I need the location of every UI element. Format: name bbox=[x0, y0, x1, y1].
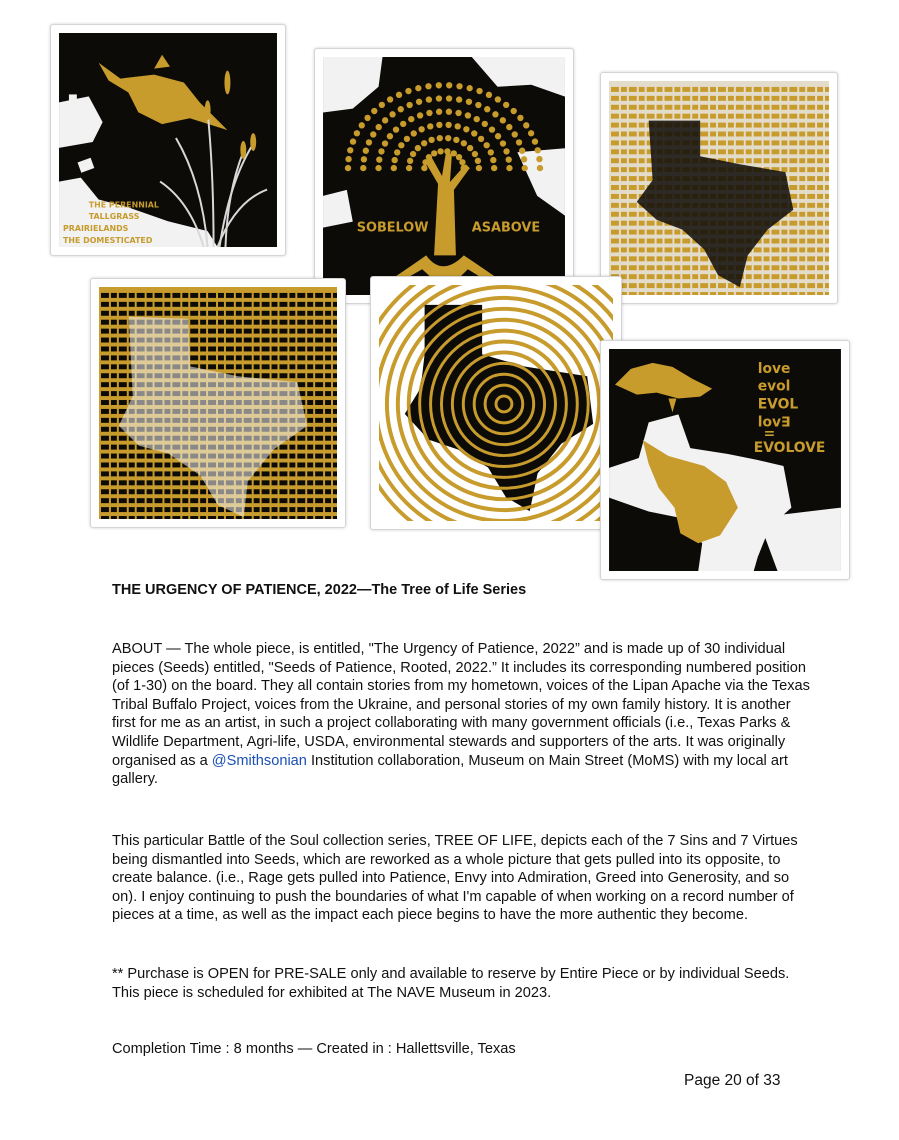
painted-text-line: evol bbox=[757, 378, 791, 395]
painted-text-line: ASABOVE bbox=[471, 220, 541, 236]
smithsonian-link[interactable]: @Smithsonian bbox=[211, 752, 307, 769]
artwork-texas-text-black[interactable] bbox=[90, 278, 346, 528]
purchase-paragraph: ** Purchase is OPEN for PRE-SALE only and available to reserve by Entire Piece or by individual Seeds. This piece is scheduled for exhibited at The NAVE Museum in 2023. bbox=[112, 966, 790, 1001]
tree-of-life-painting bbox=[323, 57, 565, 295]
artwork-bird-grass[interactable] bbox=[50, 24, 286, 256]
painted-text-line: SOBELOW bbox=[356, 220, 429, 236]
artwork-texas-concentric[interactable] bbox=[370, 276, 622, 530]
painted-text-line: EVOL bbox=[757, 396, 799, 413]
artwork-tree-of-life[interactable] bbox=[314, 48, 574, 304]
texas-text-painting bbox=[609, 81, 829, 295]
series-paragraph: This particular Battle of the Soul collection series, TREE OF LIFE, depicts each of the 7 Sins and 7 Virtues being dismantled into Seeds, which are reworked as a whole picture that gets pulled into its opposite, to create balance. (i.e., Rage gets pulled into Patience, Envy into Admiration, Greed into Generosity, and so on). I enjoy continuing to push the boundaries of what I'm capable of when working on a record number of pieces at a time, as well as the impact each piece begins to have the more authentic they become. bbox=[112, 833, 798, 924]
painted-text-line: EVOLOVE bbox=[753, 440, 826, 457]
painted-text-line: PRAIRIELANDS bbox=[62, 224, 129, 234]
birds-love-painting bbox=[609, 349, 841, 571]
painted-text-line: THE PERENNIAL bbox=[88, 200, 159, 210]
about-paragraph bbox=[112, 640, 812, 789]
page-number: Page 20 of 33 bbox=[684, 1072, 781, 1089]
completion-info: Completion Time : 8 months — Created in : Hallettsville, Texas bbox=[112, 1041, 516, 1057]
about-text-start: ABOUT — The whole piece, is entitled, "The Urgency of Patience, 2022” and is made up of 30 individual pieces (Seeds) entitled, "Seeds of Patience, Rooted, 2022.” It includes its corresponding numbered position (of 1-30) on the board. They all contain stories from my hometown, voices of the Lipan Apache via the Texas Tribal Buffalo Project, voices from the Ukraine, and personal stories of my own family history. It is another first for me as an artist, in such a project collaborating with many government officials (i.e., Texas Parks & Wildlife Department, Agri-life, USDA, environmental stewards and supporters of the arts. It was originally organised as a bbox=[112, 641, 810, 769]
concentric-texas-painting bbox=[379, 285, 613, 521]
artwork-birds-love[interactable] bbox=[600, 340, 850, 580]
about-text-end: Institution collaboration, Museum on Main Street (MoMS) with my local art gallery. bbox=[112, 752, 788, 788]
page-title: THE URGENCY OF PATIENCE, 2022—The Tree of Life Series bbox=[112, 582, 527, 598]
artwork-texas-text-gold[interactable] bbox=[600, 72, 838, 304]
bird-grass-painting bbox=[59, 33, 277, 247]
painted-text-line: = bbox=[763, 426, 776, 443]
painted-text-line: TALLGRASS bbox=[88, 212, 140, 222]
texas-text-painting-dark bbox=[99, 287, 337, 519]
painted-text-line: lov∃ bbox=[757, 414, 791, 431]
painted-text-line: love bbox=[757, 360, 791, 377]
painted-text-line: THE DOMESTICATED bbox=[62, 236, 153, 246]
